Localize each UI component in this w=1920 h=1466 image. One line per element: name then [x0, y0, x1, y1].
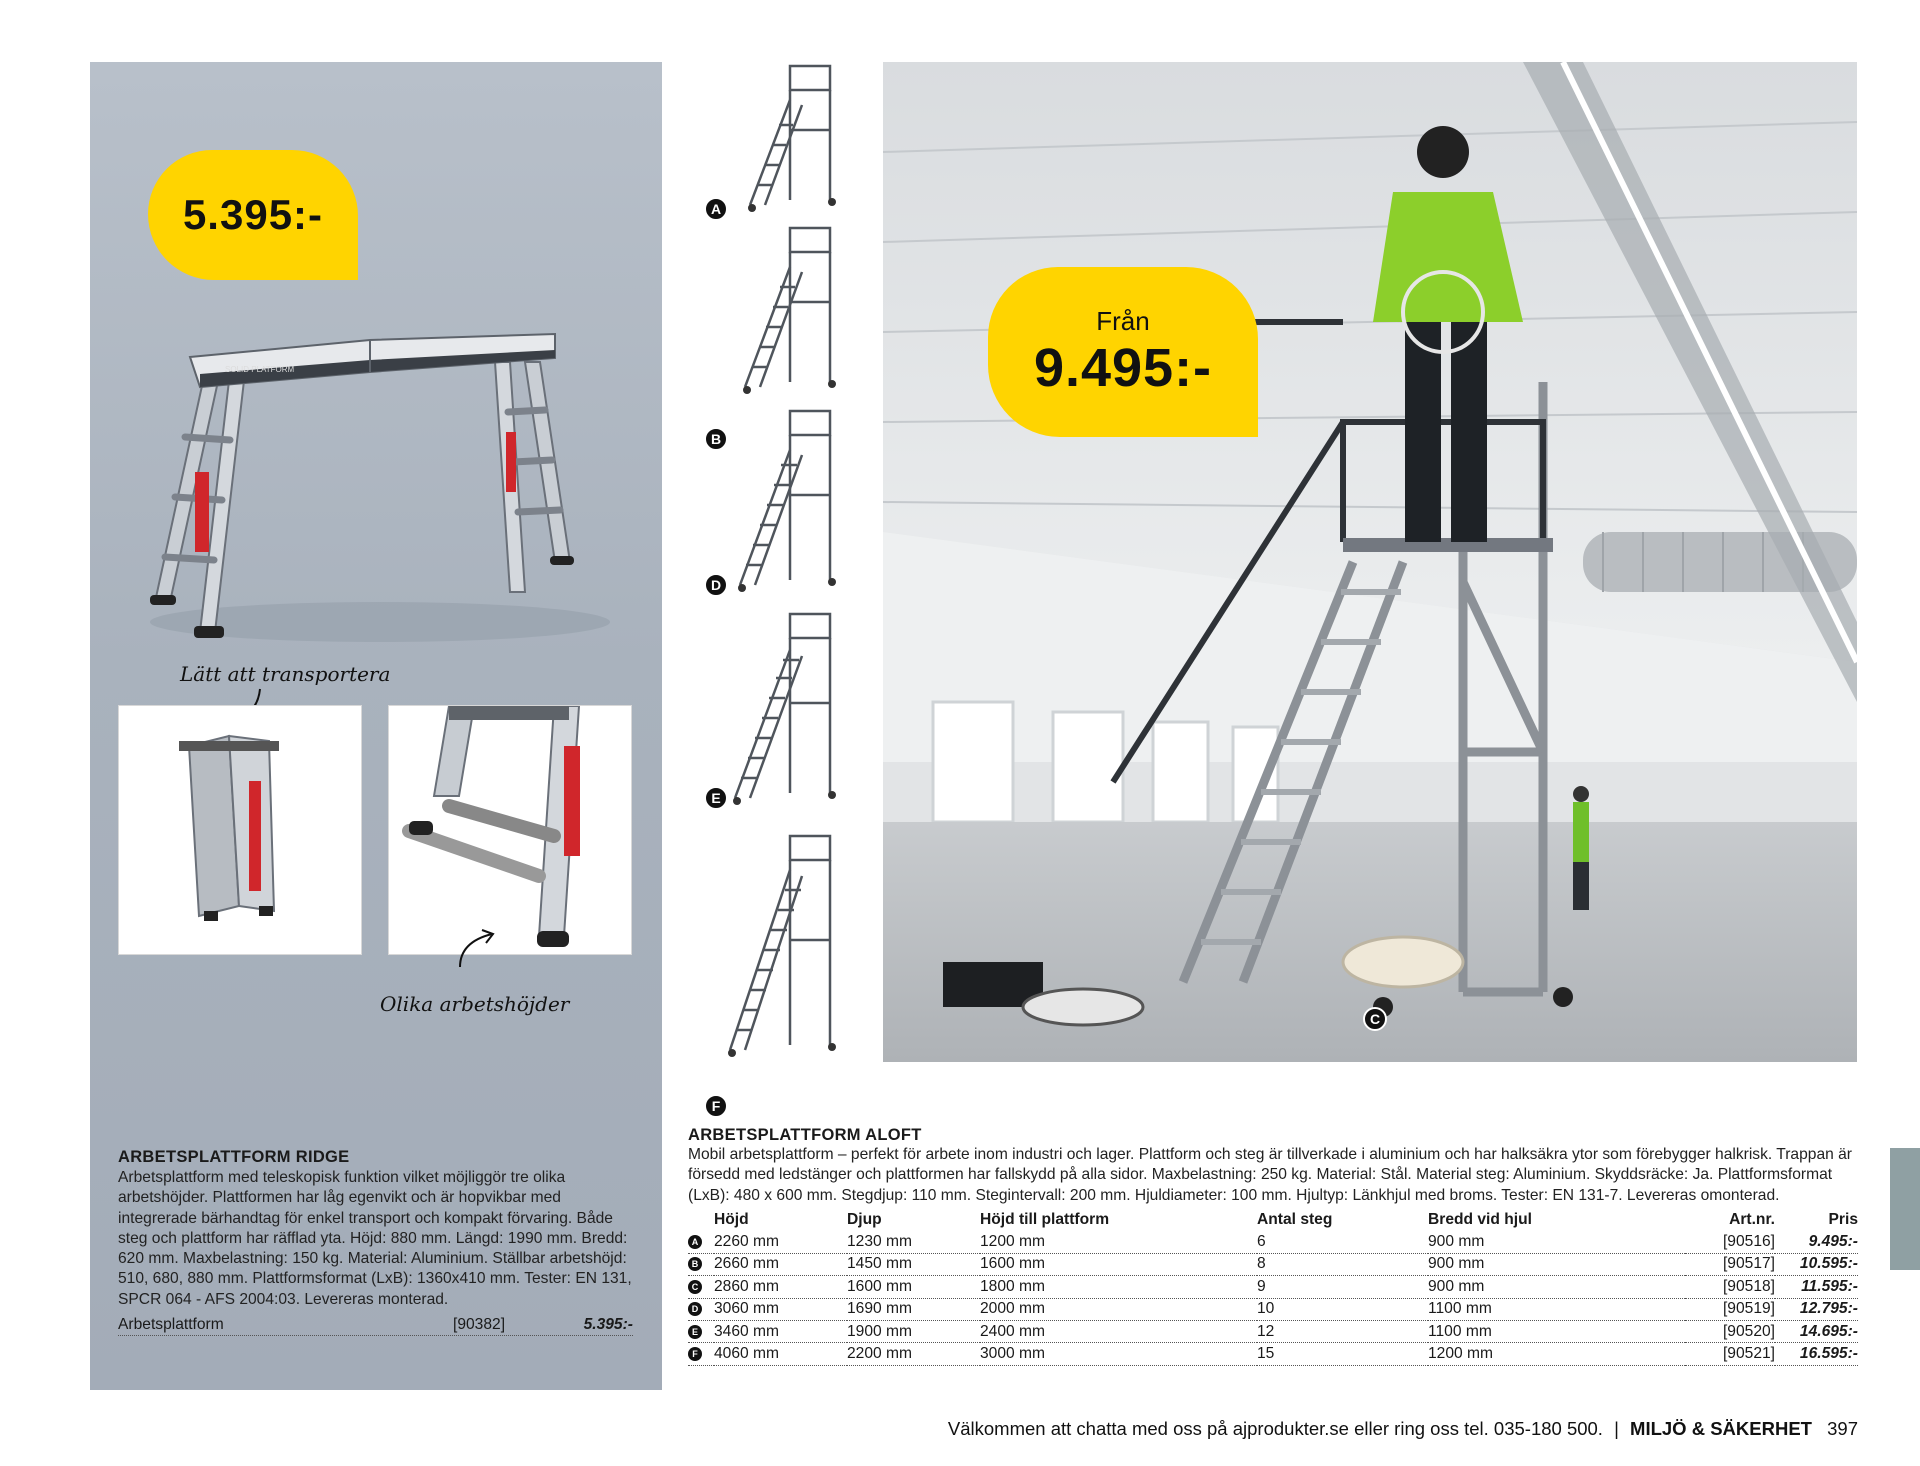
ladder-badge-f: F: [704, 1094, 728, 1118]
cell-pris: 9.495:-: [1775, 1231, 1858, 1253]
cell-pris: 10.595:-: [1775, 1253, 1858, 1275]
cell-steg: 10: [1257, 1298, 1428, 1320]
header-art: Art.nr.: [1729, 1211, 1775, 1229]
arrow-up-icon: [452, 922, 502, 972]
table-header-row: [688, 1210, 1858, 1231]
cell-art: [90521]: [1685, 1343, 1775, 1365]
header-hojd: Höjd: [714, 1211, 749, 1229]
table-row: [688, 1343, 1858, 1365]
ladder-badge-d: D: [704, 573, 728, 597]
cell-hojd: 2860 mm: [714, 1276, 847, 1298]
ladder-variant-f: [690, 830, 870, 1114]
header-plattform: Höjd till plattform: [980, 1211, 1110, 1229]
note-work-heights: Olika arbetshöjder: [380, 992, 570, 1016]
header-steg: Antal steg: [1257, 1211, 1333, 1229]
ladder-variant-d: [690, 405, 870, 625]
row-badge: E: [688, 1325, 702, 1339]
note-easy-transport: Lätt att transportera: [180, 662, 391, 686]
photo-badge-c: C: [1363, 1007, 1387, 1031]
ridge-price-bubble-text: 5.395:-: [182, 191, 324, 238]
row-badge: D: [688, 1302, 702, 1316]
aloft-title: ARBETSPLATTFORM ALOFT: [688, 1126, 922, 1144]
table-row: [688, 1320, 1858, 1342]
cell-bredd: 900 mm: [1428, 1231, 1685, 1253]
section-tab-marker: [1890, 1148, 1920, 1270]
table-row: [688, 1276, 1858, 1298]
row-badge: A: [688, 1235, 702, 1249]
cell-art: [90516]: [1685, 1231, 1775, 1253]
row-badge: C: [688, 1280, 702, 1294]
header-bredd: Bredd vid hjul: [1428, 1211, 1532, 1229]
ladder-badge-e: E: [704, 786, 728, 810]
ladder-variant-b: [690, 222, 870, 447]
cell-bredd: 1200 mm: [1428, 1343, 1685, 1365]
aloft-info: [688, 1126, 1858, 1366]
cell-pris: 12.795:-: [1775, 1298, 1858, 1320]
footer-separator: |: [1614, 1418, 1619, 1439]
ladder-variant-e: [690, 608, 870, 828]
page-number: 397: [1827, 1418, 1858, 1439]
ridge-description: Arbetsplattform med teleskopisk funktion vilket möjliggör tre olika arbetshöjder. Plattformen har låg egenvikt och är hopvikbar med integrerade bärhandtag för enkel transport och kompakt förvaring. Både steg och plattform har räfflad yta. Höjd: 880 mm. Längd: 1990 mm. Bredd: 620 mm. Maxbelastning: 150 kg. Material: Aluminium. Ställbar arbetshöjd: 510, 680, 880 mm. Plattformsformat (LxB): 1360x410 mm. Tester: EN 131, SPCR 064 - AFS 2004:03. Levereras monterad.: [118, 1169, 632, 1308]
cell-steg: 15: [1257, 1343, 1428, 1365]
cell-hojd: 2260 mm: [714, 1231, 847, 1253]
aloft-main-photo: [883, 62, 1857, 1062]
cell-djup: 1690 mm: [847, 1298, 980, 1320]
cell-djup: 1600 mm: [847, 1276, 980, 1298]
cell-bredd: 1100 mm: [1428, 1298, 1685, 1320]
cell-bredd: 1100 mm: [1428, 1320, 1685, 1342]
header-badge: [688, 1210, 714, 1231]
cell-hojd: 2660 mm: [714, 1253, 847, 1275]
cell-steg: 12: [1257, 1320, 1428, 1342]
ladder-variants-strip: [690, 60, 870, 1114]
table-row: [688, 1253, 1858, 1275]
ridge-title: ARBETSPLATTFORM RIDGE: [118, 1148, 350, 1166]
cell-pris: 14.695:-: [1775, 1320, 1858, 1342]
aloft-price-from: Från: [1096, 305, 1150, 336]
table-row: [688, 1298, 1858, 1320]
cell-hojd: 3060 mm: [714, 1298, 847, 1320]
telescopic-leg-image: [388, 705, 632, 955]
cell-plattform: 2000 mm: [980, 1298, 1257, 1320]
cell-hojd: 4060 mm: [714, 1343, 847, 1365]
table-row: [688, 1231, 1858, 1253]
cell-art: [90518]: [1685, 1276, 1775, 1298]
cell-hojd: 3460 mm: [714, 1320, 847, 1342]
ridge-panel: [90, 62, 662, 1390]
ridge-row-art: [90382]: [453, 1316, 506, 1334]
cell-plattform: 1600 mm: [980, 1253, 1257, 1275]
cell-art: [90519]: [1685, 1298, 1775, 1320]
cell-djup: 1230 mm: [847, 1231, 980, 1253]
cell-djup: 2200 mm: [847, 1343, 980, 1365]
ladder-badge-b: B: [704, 427, 728, 451]
aloft-price-bubble: [988, 267, 1258, 437]
row-badge: B: [688, 1257, 702, 1271]
cell-pris: 16.595:-: [1775, 1343, 1858, 1365]
cell-pris: 11.595:-: [1775, 1276, 1858, 1298]
cell-plattform: 1200 mm: [980, 1231, 1257, 1253]
cell-djup: 1900 mm: [847, 1320, 980, 1342]
cell-plattform: 3000 mm: [980, 1343, 1257, 1365]
cell-djup: 1450 mm: [847, 1253, 980, 1275]
aloft-description: Mobil arbetsplattform – perfekt för arbete inom industri och lager. Plattform och steg är tillverkade i aluminium och har halksäkra ytor som förebygger halkrisk. Trappan är försedd med ledstänger och plattformen har fallskydd på alla sidor. Maxbelastning: 250 kg. Material: Stål. Material steg: Aluminium. Skyddsräcke: Ja. Plattformsformat (LxB): 480 x 600 mm. Stegdjup: 110 mm. Stegintervall: 200 mm. Hjuldiameter: 100 mm. Hjultyp: Länkhjul med broms. Tester: EN 131-7. Levereras omonterad.: [688, 1146, 1852, 1204]
aloft-spec-table: [688, 1210, 1858, 1366]
footer-chat-text: Välkommen att chatta med oss på ajprodukter.se eller ring oss tel. 035-180 500.: [947, 1418, 1603, 1439]
aloft-price-bubble-text: 9.495:-: [1033, 337, 1213, 398]
header-pris: Pris: [1828, 1211, 1858, 1229]
ridge-platform-image: [130, 262, 630, 662]
cell-art: [90520]: [1685, 1320, 1775, 1342]
cell-steg: 9: [1257, 1276, 1428, 1298]
ridge-price-bubble: [148, 150, 358, 280]
platform-side-label: SOLID PLATFORM: [225, 365, 295, 374]
cell-bredd: 900 mm: [1428, 1276, 1685, 1298]
footer-section-name: MILJÖ & SÄKERHET: [1630, 1418, 1812, 1439]
ladder-badge-a: A: [704, 197, 728, 221]
ridge-row-price: 5.395:-: [583, 1316, 633, 1334]
cell-steg: 8: [1257, 1253, 1428, 1275]
row-badge: F: [688, 1347, 702, 1361]
cell-plattform: 2400 mm: [980, 1320, 1257, 1342]
page-footer: [948, 1418, 1858, 1440]
ridge-row-name: Arbetsplattform: [118, 1316, 224, 1334]
ridge-price-row: [118, 1316, 633, 1336]
header-djup: Djup: [847, 1211, 882, 1229]
cell-steg: 6: [1257, 1231, 1428, 1253]
folded-platform-image: [118, 705, 362, 955]
ridge-info: [118, 1148, 638, 1336]
cell-bredd: 900 mm: [1428, 1253, 1685, 1275]
cell-plattform: 1800 mm: [980, 1276, 1257, 1298]
ladder-variant-a: [690, 60, 870, 240]
cell-art: [90517]: [1685, 1253, 1775, 1275]
